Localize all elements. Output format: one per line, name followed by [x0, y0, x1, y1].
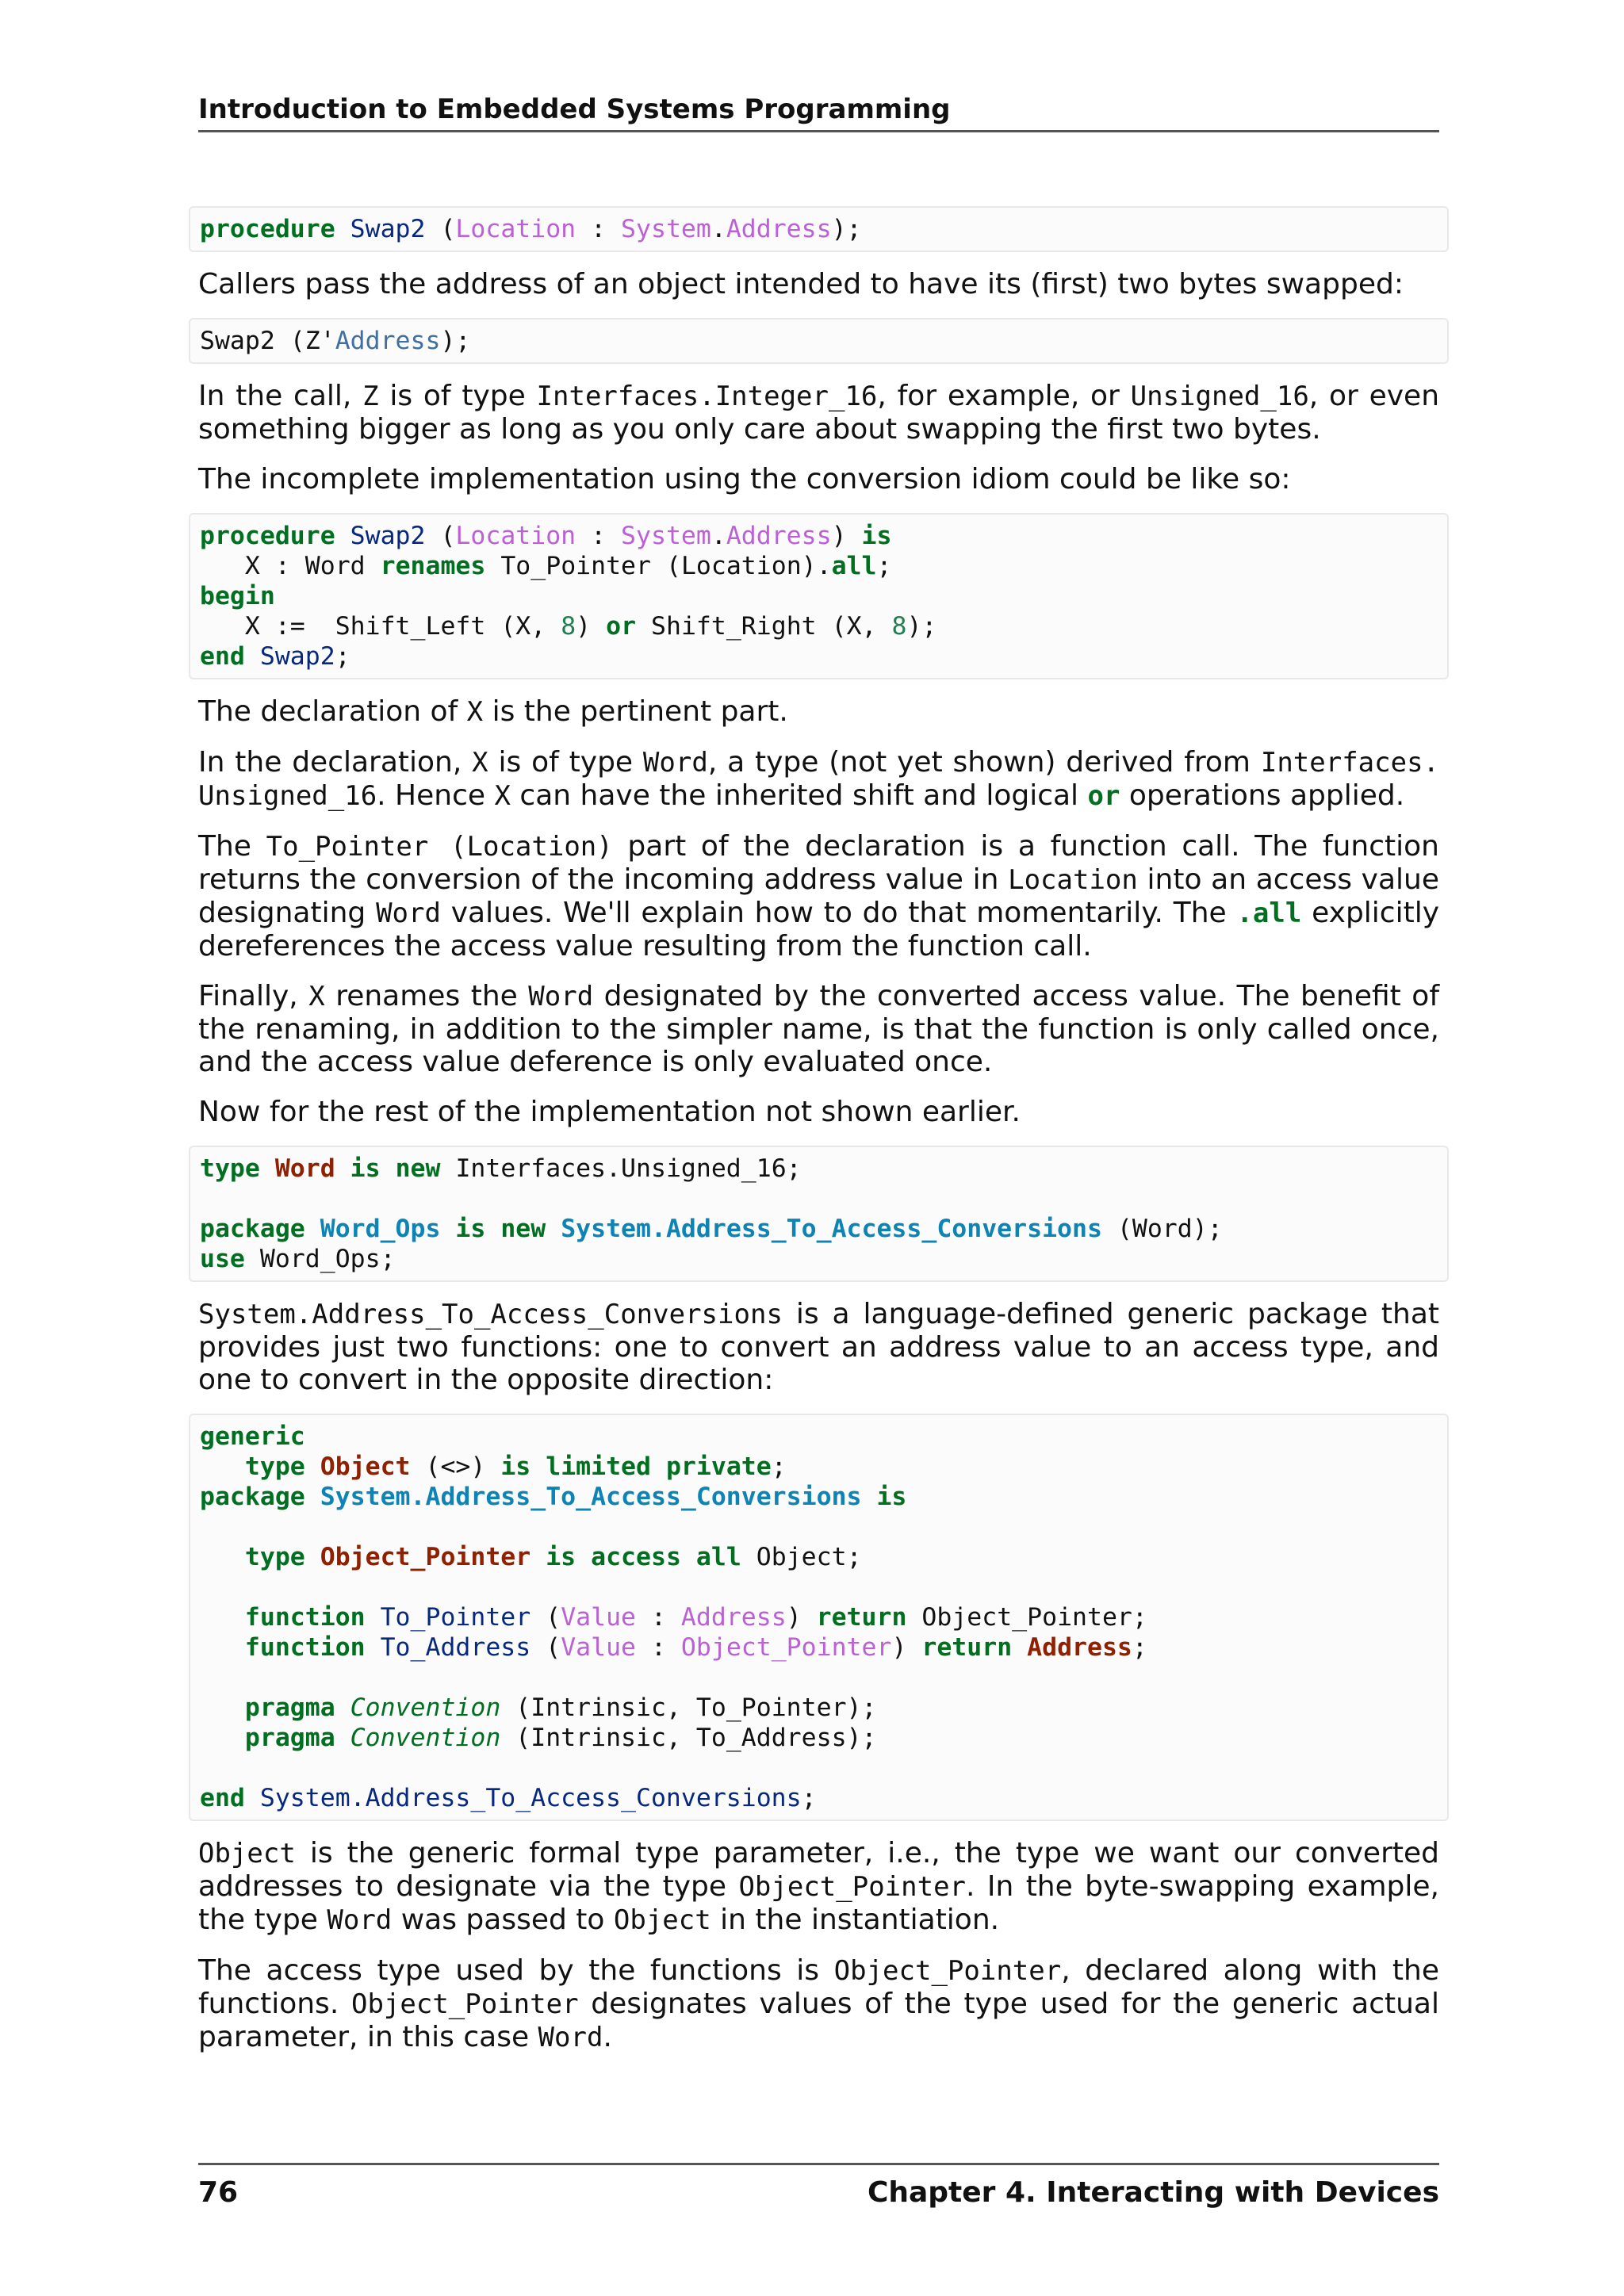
- paragraph-to-pointer: The To_Pointer (Location) part of the declaration is a function call. The function returns the conversion of the incoming address value in Location into an access value designating Word values. We'll explain how to do that momentarily. The .all explicitly dereferences the access value resulting from the function call.: [198, 830, 1440, 962]
- paragraph-declaration-of-x: The declaration of X is the pertinent part.: [198, 695, 788, 728]
- code-block-swap2-body: procedure Swap2 (Location : System.Address) is X : Word renames To_Pointer (Location).all; begin X := Shift_Left (X, 8) or Shift_Right (X, 8); end Swap2;: [189, 513, 1449, 679]
- header-title: Introduction to Embedded Systems Programming: [198, 94, 951, 125]
- page-footer: [198, 2163, 1439, 2211]
- page-number: 76: [198, 2176, 239, 2209]
- page-content: [198, 206, 1439, 2054]
- paragraph-in-the-declaration: In the declaration, X is of type Word, a type (not yet shown) derived from Interfaces. Unsigned_16. Hence X can have the inherited shift and logical or operations applied.: [198, 746, 1440, 812]
- code-block-swap2-decl: procedure Swap2 (Location : System.Address);: [189, 206, 1449, 252]
- paragraph-access-type: The access type used by the functions is Object_Pointer, declared along with the functions. Object_Pointer designates values of the type used for the generic actual parameter, in this case Word.: [198, 1954, 1440, 2053]
- code-block-word-ops: type Word is new Interfaces.Unsigned_16; package Word_Ops is new System.Address_To_Access_Conversions (Word); use Word_Ops;: [189, 1146, 1449, 1282]
- paragraph-in-the-call: In the call, Z is of type Interfaces.Integer_16, for example, or Unsigned_16, or even something bigger as long as you only care about swapping the first two bytes.: [198, 380, 1440, 446]
- paragraph-now-for-rest: Now for the rest of the implementation not shown earlier.: [198, 1096, 1021, 1128]
- paragraph-callers: Callers pass the address of an object intended to have its (first) two bytes swapped:: [198, 268, 1404, 300]
- paragraph-finally: Finally, X renames the Word designated by the converted access value. The benefit of the renaming, in addition to the simpler name, is that the function is only called once, and the access value deference is only evaluated once.: [198, 980, 1439, 1078]
- page-header: [198, 92, 1439, 132]
- code-block-swap2-call: Swap2 (Z'Address);: [189, 318, 1449, 364]
- paragraph-object-formal: Object is the generic formal type parameter, i.e., the type we want our converted addresses to designate via the type Object_Pointer. In the byte-swapping example, the type Word was passed to Object in the instantiation.: [198, 1837, 1439, 1936]
- paragraph-a2a-description: System.Address_To_Access_Conversions is a language-defined generic package that provides just two functions: one to convert an address value to an access type, and one to convert in the opposite direction:: [198, 1298, 1439, 1396]
- paragraph-incomplete-impl: The incomplete implementation using the conversion idiom could be like so:: [198, 463, 1291, 496]
- chapter-title: Chapter 4. Interacting with Devices: [867, 2176, 1439, 2209]
- code-block-a2a-spec: generic type Object (<>) is limited private; package System.Address_To_Access_Conversions is type Object_Pointer is access all Object; function To_Pointer (Value : Address) return Object_Pointer; function To_Address (Value : Object_Pointer) return Address; pragma Convention (Intrinsic, To_Pointer); pragma Convention (Intrinsic, To_Address); end System.Address_To_Access_Conversions;: [189, 1414, 1449, 1821]
